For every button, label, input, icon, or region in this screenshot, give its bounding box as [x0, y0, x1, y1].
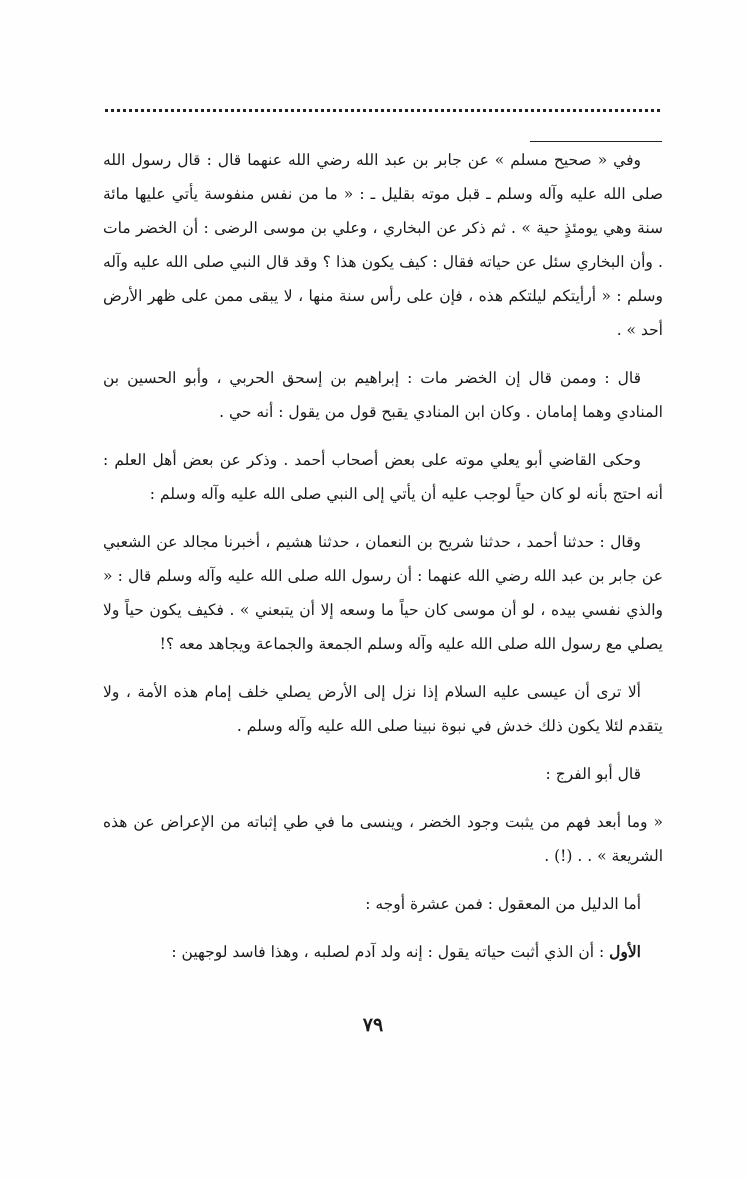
- footnote-rule: [530, 141, 662, 142]
- paragraph-8: أما الدليل من المعقول : فمن عشرة أوجه :: [365, 895, 641, 913]
- paragraph-5: ألا ترى أن عيسى عليه السلام إذا نزل إلى الأرض يصلي خلف إمام هذه الأمة ، ولا يتقدم لئلا يكون ذلك خدش في نبوة نبينا صلى الله عليه وآله وسلم .: [103, 683, 663, 735]
- paragraph-9: [103, 935, 663, 969]
- page-body: [103, 143, 663, 983]
- header-dotted-separator: [105, 109, 660, 112]
- paragraph-7: « وما أبعد فهم من يثبت وجود الخضر ، وينسى ما في طي إثباته من الإعراض عن هذه الشريعة » . . (!) .: [103, 813, 663, 865]
- paragraph-6: قال أبو الفرج :: [545, 765, 641, 783]
- point-heading: الأول: [609, 942, 641, 961]
- paragraph-4: وقال : حدثنا أحمد ، حدثنا شريح بن النعمان ، حدثنا هشيم ، أخبرنا مجالد عن الشعبي عن جابر بن عبد الله رضي الله عنهما : أن رسول الله صلى الله عليه وآله وسلم قال : « والذي نفسي بيده ، لو أن موسى كان حياً ما وسعه إلا أن يتبعني » . فكيف يكون حياً ولا يصلي مع رسول الله صلى الله عليه وآله وسلم الجمعة والجماعة ويجاهد معه ؟!: [103, 533, 663, 653]
- paragraph-3: وحكى القاضي أبو يعلي موته على بعض أصحاب أحمد . وذكر عن بعض أهل العلم : أنه احتج بأنه لو كان حياً لوجب عليه أن يأتي إلى النبي صلى الله عليه وآله وسلم :: [103, 451, 663, 503]
- point-text: : أن الذي أثبت حياته يقول : إنه ولد آدم لصلبه ، وهذا فاسد لوجهين :: [171, 943, 610, 961]
- paragraph-2: قال : وممن قال إن الخضر مات : إبراهيم بن إسحق الحربي ، وأبو الحسين بن المنادي وهما إمامان . وكان ابن المنادي يقبح قول من يقول : أنه حي .: [103, 369, 663, 421]
- paragraph-1: وفي « صحيح مسلم » عن جابر بن عبد الله رضي الله عنهما قال : قال رسول الله صلى الله عليه وآله وسلم ـ قبل موته بقليل ـ : « ما من نفس منفوسة يأتي عليها مائة سنة وهي يومئذٍ حية » . ثم ذكر عن البخاري ، وعلي بن موسى الرضى : أن الخضر مات . وأن البخاري سئل عن حياته فقال : كيف يكون هذا ؟ وقد قال النبي صلى الله عليه وآله وسلم : « أرأيتكم ليلتكم هذه ، فإن على رأس سنة منها ، لا يبقى ممن على ظهر الأرض أحد » .: [103, 151, 663, 339]
- page-number: ٧٩: [362, 1014, 384, 1036]
